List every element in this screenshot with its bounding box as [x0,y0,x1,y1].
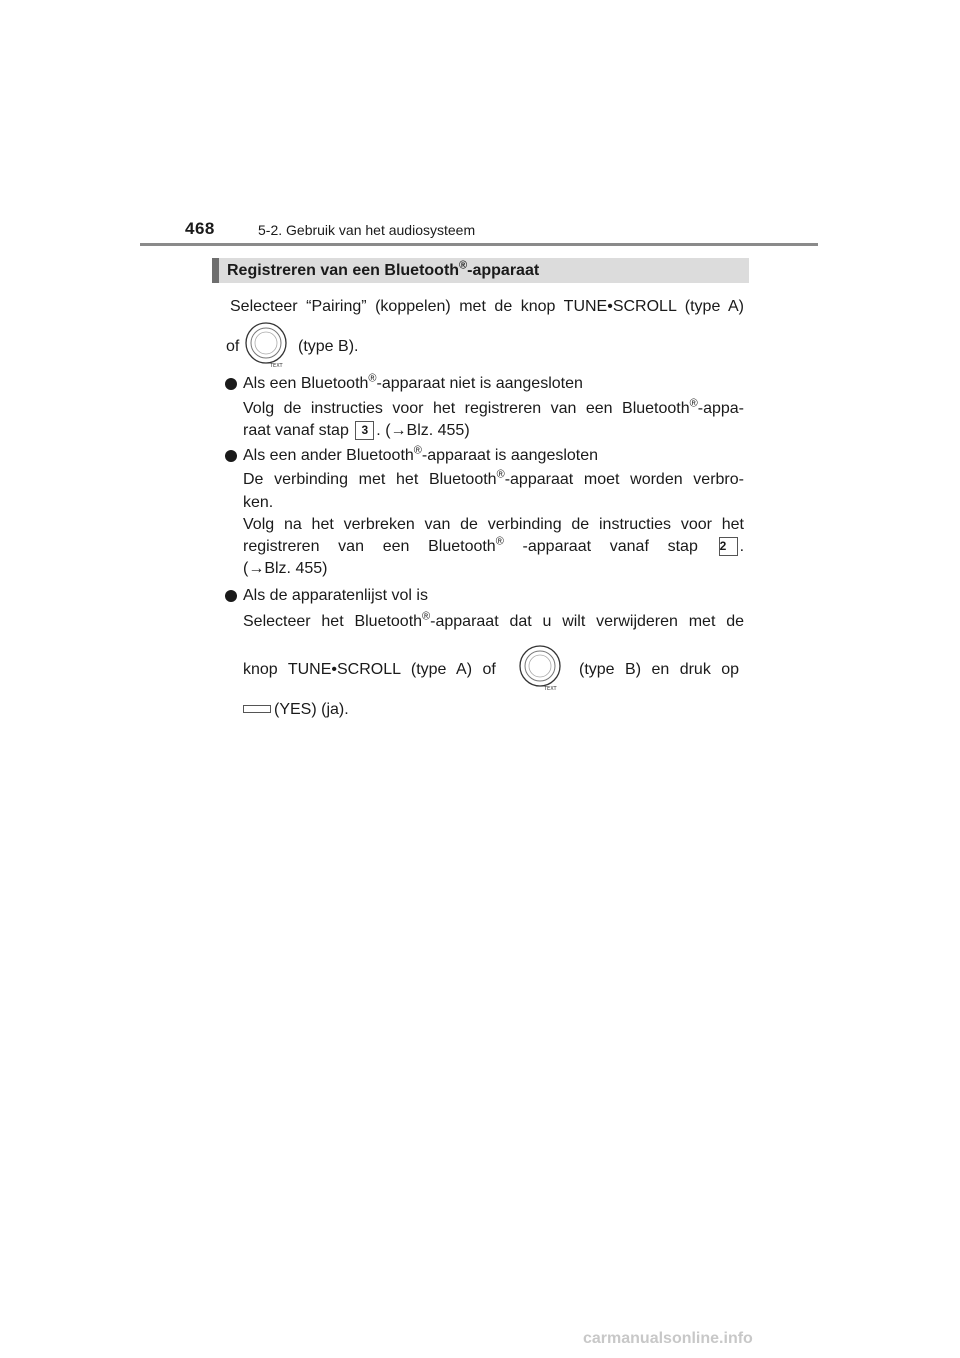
bullet-icon [225,378,237,390]
section-label: 5-2. Gebruik van het audiosysteem [258,222,476,238]
intro-line-2-suffix: (type B). [298,338,359,355]
bullet-2-line-5: (→Blz. 455) [243,560,328,577]
bullet-icon [225,450,237,462]
page-number: 468 [185,219,215,238]
bullet-2-title: Als een ander Bluetooth®-apparaat is aangesloten [243,444,599,464]
tune-knob-icon [244,321,292,369]
yes-button-icon [243,705,271,713]
bullet-1-title: Als een Bluetooth®-apparaat niet is aangesloten [243,372,583,392]
svg-text:TEXT: TEXT [270,363,283,369]
bullet-3-line-3: (YES) (ja). [243,700,349,720]
bullet-1-line-2: raat vanaf stap 3 . (→Blz. 455) [243,422,470,439]
bullet-2-line-4: registreren van een Bluetooth® -apparaat vanaf stap 2 . [243,535,745,555]
intro-line-1: Selecteer “Pairing” (koppelen) met de knop TUNE•SCROLL (type A) [230,298,744,315]
watermark: carmanualsonline.info [583,1330,753,1347]
bullet-2-line-1: De verbinding met het Bluetooth®-apparaat moet worden verbro- [243,468,744,488]
tune-knob-icon [518,644,566,692]
svg-text:TEXT: TEXT [544,686,557,692]
bullet-1-line-1: Volg de instructies voor het registreren van een Bluetooth®-appa- [243,397,744,417]
section-title: Registreren van een Bluetooth®-apparaat [212,258,749,283]
bullet-2-line-3: Volg na het verbreken van de verbinding de instructies voor het [243,516,744,533]
bullet-2-line-2: ken. [243,494,274,511]
bullet-3-line-2a: knop TUNE•SCROLL (type A) of [243,661,496,678]
bullet-3-line-1: Selecteer het Bluetooth®-apparaat dat u wilt verwijderen met de [243,610,744,630]
step-2-badge: 2 [719,537,738,556]
bullet-3-line-2b: (type B) en druk op [579,661,740,678]
header-divider [140,243,818,246]
step-3-badge: 3 [355,421,374,440]
bullet-icon [225,590,237,602]
bullet-3-title: Als de apparatenlijst vol is [243,587,428,604]
intro-line-2-prefix: of [226,338,240,355]
